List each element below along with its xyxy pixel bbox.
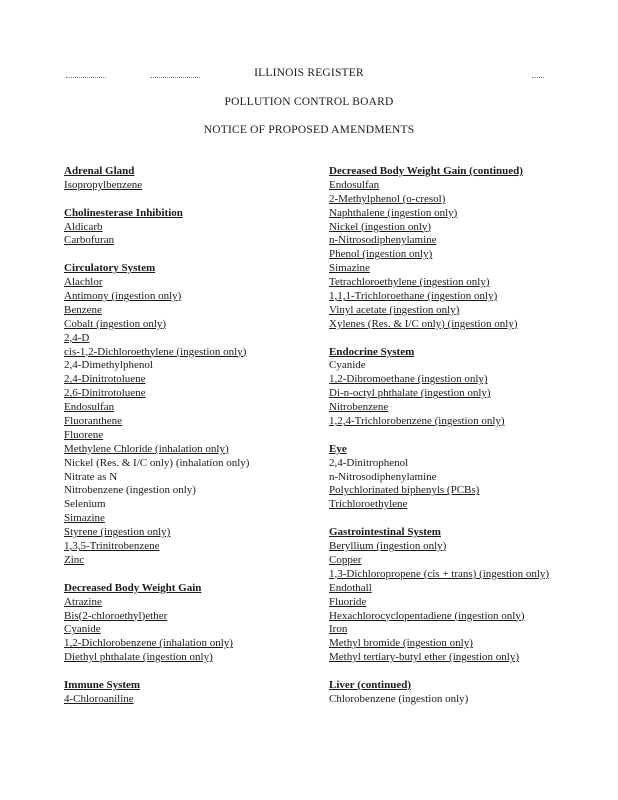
list-item: 2,4-D	[64, 331, 90, 344]
section-heading: Immune System	[64, 678, 141, 691]
section-heading: Decreased Body Weight Gain	[64, 581, 202, 594]
section-heading: Decreased Body Weight Gain (continued)	[329, 165, 523, 177]
section-heading: Cholinesterase Inhibition	[64, 206, 183, 219]
spacer	[64, 568, 334, 582]
list-item: 2,4-Dinitrophenol	[329, 456, 409, 469]
list-item: 2,4-Dinitrotoluene	[64, 373, 146, 386]
list-item: Naphthalene (ingestion only)	[329, 206, 458, 219]
list-item: Diethyl phthalate (ingestion only)	[64, 651, 213, 664]
list-item: Cyanide	[64, 623, 101, 636]
list-item: Di-n-octyl phthalate (ingestion only)	[329, 387, 491, 400]
list-item: n-Nitrosodiphenylamine	[329, 234, 437, 247]
list-item: Atrazine	[64, 595, 102, 608]
section-heading: Eye	[329, 442, 347, 455]
list-item: Bis(2-chloroethyl)ether	[64, 609, 168, 622]
list-item: Endosulfan	[329, 178, 380, 191]
list-item: Fluorene	[64, 428, 104, 441]
list-item: Zinc	[64, 553, 85, 566]
left-column	[64, 165, 334, 707]
list-item: Copper	[329, 553, 362, 566]
list-item: 4-Chloroaniline	[64, 692, 134, 705]
list-item: cis-1,2-Dichloroethylene (ingestion only)	[64, 345, 247, 358]
list-item: Styrene (ingestion only)	[64, 526, 171, 539]
section-heading: Adrenal Gland	[64, 165, 135, 177]
spacer	[329, 332, 614, 346]
list-item: Selenium	[64, 498, 106, 511]
list-item: 2-Methylphenol (o-cresol)	[329, 192, 446, 205]
list-item: Nickel (ingestion only)	[329, 220, 432, 233]
register-title: ILLINOIS REGISTER	[254, 67, 364, 79]
list-item: 1,3,5-Trinitrobenzene	[64, 540, 160, 553]
spacer	[64, 248, 334, 262]
notice-title: NOTICE OF PROPOSED AMENDMENTS	[203, 124, 415, 136]
list-item: Nitrate as N	[64, 470, 118, 483]
list-item: Alachlor	[64, 276, 103, 289]
list-item: 1,3-Dichloropropene (cis + trans) (ingestion only)	[329, 567, 550, 580]
list-item: Hexachlorocyclopentadiene (ingestion only)	[329, 609, 525, 622]
list-item: Cobalt (ingestion only)	[64, 317, 167, 330]
section-heading: Gastrointestinal System	[329, 526, 441, 539]
list-item: Tetrachloroethylene (ingestion only)	[329, 276, 490, 289]
list-item: 1,2-Dibromoethane (ingestion only)	[329, 373, 488, 386]
right-column	[329, 165, 614, 707]
list-item: Phenol (ingestion only)	[329, 248, 433, 261]
list-item: 1,2,4-Trichlorobenzene (ingestion only)	[329, 415, 505, 428]
list-item: Vinyl acetate (ingestion only)	[329, 303, 460, 316]
list-item: Fluoranthene	[64, 415, 123, 428]
list-item: 1,1,1-Trichloroethane (ingestion only)	[329, 290, 498, 303]
section-heading: Circulatory System	[64, 262, 156, 275]
list-item: Isopropylbenzene	[64, 178, 143, 191]
list-item: Iron	[329, 623, 348, 636]
spacer	[329, 429, 614, 443]
list-item: Polychlorinated biphenyls (PCBs)	[329, 484, 480, 497]
section-heading: Liver (continued)	[329, 678, 411, 691]
spacer	[329, 665, 614, 679]
list-item: Nitrobenzene (ingestion only)	[64, 484, 196, 497]
list-item: 2,6-Dinitrotoluene	[64, 387, 146, 400]
list-item: Simazine	[329, 262, 370, 275]
list-item: Endothall	[329, 581, 372, 594]
list-item: Aldicarb	[64, 220, 103, 233]
list-item: Methyl bromide (ingestion only)	[329, 637, 473, 650]
list-item: Methylene Chloride (inhalation only)	[64, 442, 229, 455]
list-item: Chlorobenzene (ingestion only)	[329, 692, 469, 705]
list-item: Nitrobenzene	[329, 401, 389, 414]
list-item: n-Nitrosodiphenylamine	[329, 470, 437, 483]
section-heading: Endocrine System	[329, 345, 415, 358]
list-item: Carbofuran	[64, 234, 115, 247]
list-item: Xylenes (Res. & I/C only) (ingestion only)	[329, 317, 518, 330]
list-item: 1,2-Dichlorobenzene (inhalation only)	[64, 637, 233, 650]
list-item: Methyl tertiary-butyl ether (ingestion only)	[329, 651, 520, 664]
spacer	[329, 512, 614, 526]
spacer	[64, 193, 334, 207]
list-item: Fluoride	[329, 595, 367, 608]
list-item: Antimony (ingestion only)	[64, 290, 182, 303]
board-title: POLLUTION CONTROL BOARD	[224, 96, 394, 108]
list-item: 2,4-Dimethylphenol	[64, 359, 153, 372]
list-item: Nickel (Res. & I/C only) (inhalation only)	[64, 456, 250, 469]
spacer	[64, 665, 334, 679]
list-item: Simazine	[64, 512, 105, 525]
list-item: Beryllium (ingestion only)	[329, 540, 447, 553]
list-item: Benzene	[64, 303, 102, 316]
list-item: Endosulfan	[64, 401, 115, 414]
list-item: Trichloroethylene	[329, 498, 408, 511]
list-item: Cyanide	[329, 359, 366, 372]
